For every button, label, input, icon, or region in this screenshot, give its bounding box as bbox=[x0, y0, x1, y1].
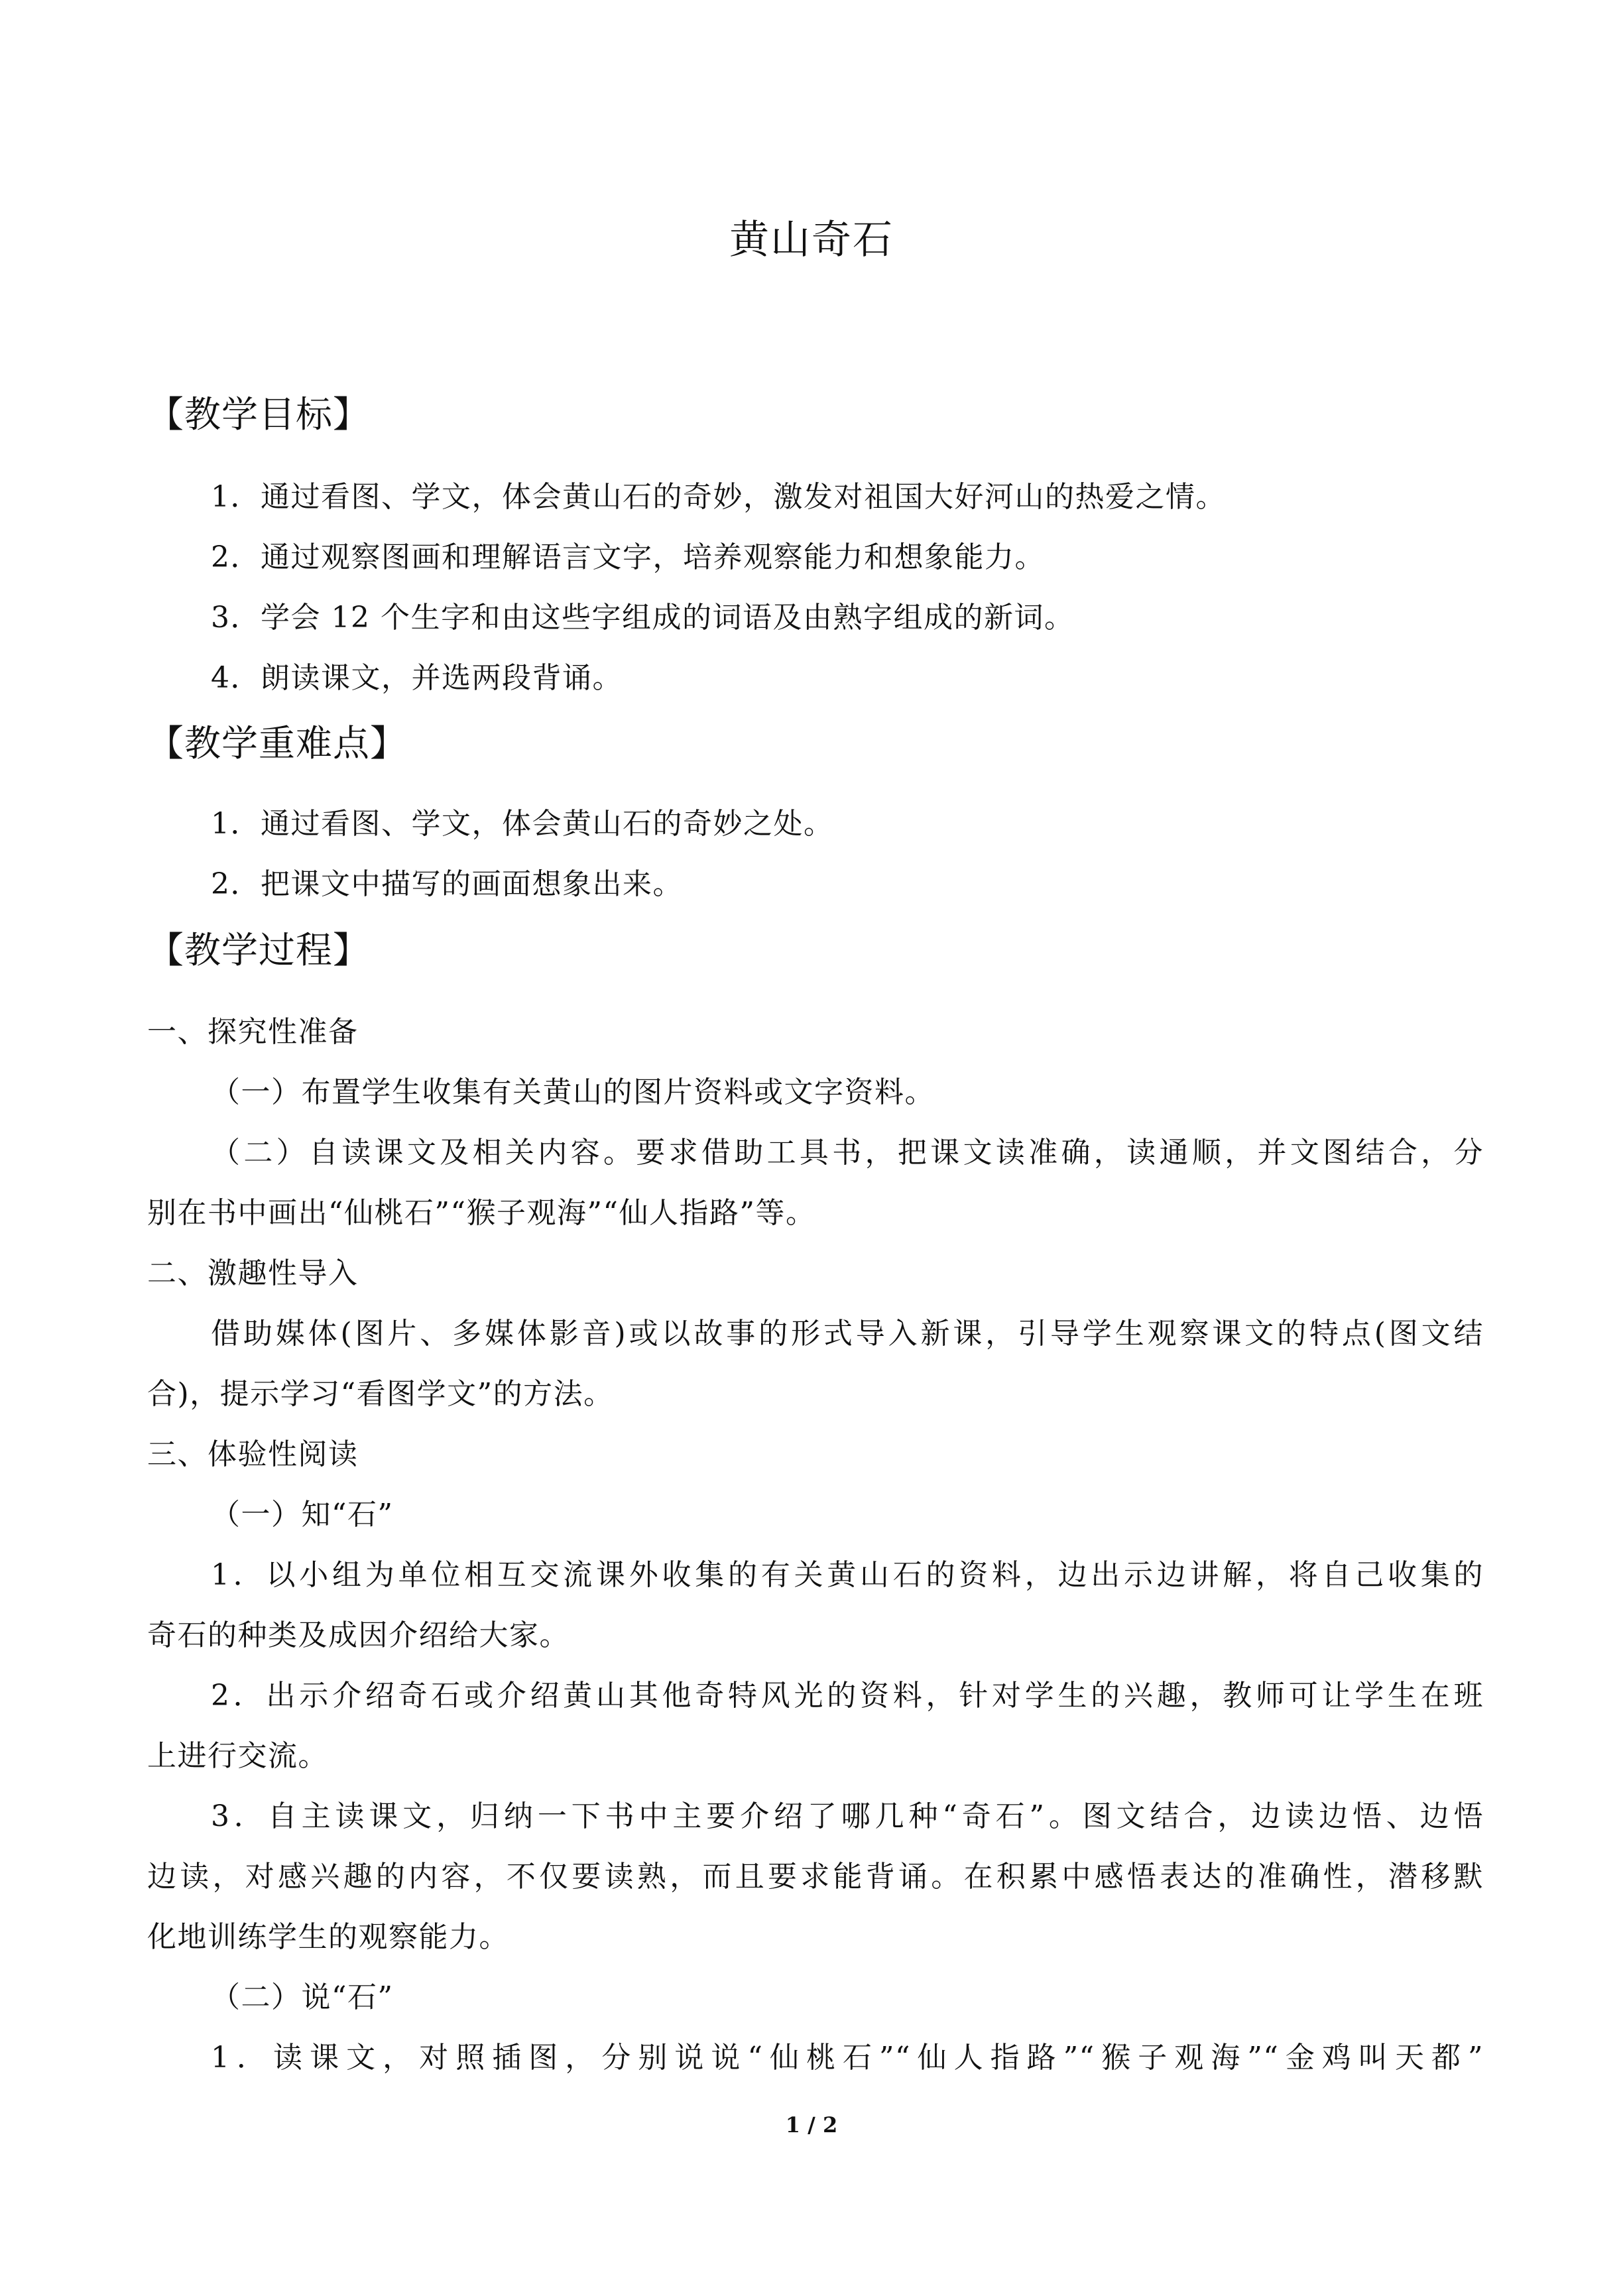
process-line: 化地训练学生的观察能力。 bbox=[147, 1920, 509, 1954]
goal-item-2: 2．通过观察图画和理解语言文字，培养观察能力和想象能力。 bbox=[211, 540, 1045, 574]
section-heading-key-points: 【教学重难点】 bbox=[147, 722, 408, 764]
process-step-heading-3: 三、体验性阅读 bbox=[147, 1437, 359, 1471]
goal-item-4: 4．朗读课文，并选两段背诵。 bbox=[211, 661, 623, 695]
page-number: 1 / 2 bbox=[785, 2112, 838, 2138]
process-line: 1．读课文，对照插图，分别说说“仙桃石”“仙人指路”“猴子观海”“金鸡叫天都” bbox=[211, 2041, 1484, 2075]
process-line: 上进行交流。 bbox=[147, 1739, 328, 1773]
process-line: 边读，对感兴趣的内容，不仅要读熟，而且要求能背诵。在积累中感悟表达的准确性，潜移默 bbox=[147, 1860, 1484, 1894]
process-subheading: （一）知“石” bbox=[211, 1498, 394, 1532]
goal-item-3: 3．学会 12 个生字和由这些字组成的词语及由熟字组成的新词。 bbox=[211, 601, 1075, 634]
process-line: 2．出示介绍奇石或介绍黄山其他奇特风光的资料，针对学生的兴趣，教师可让学生在班 bbox=[211, 1679, 1484, 1713]
goal-item-1: 1．通过看图、学文，体会黄山石的奇妙，激发对祖国大好河山的热爱之情。 bbox=[211, 480, 1226, 514]
document-title: 黄山奇石 bbox=[729, 217, 894, 263]
process-line: 合)，提示学习“看图学文”的方法。 bbox=[147, 1377, 614, 1411]
process-line: 奇石的种类及成因介绍给大家。 bbox=[147, 1618, 570, 1652]
process-step-heading-1: 一、探究性准备 bbox=[147, 1015, 359, 1049]
key-point-item-1: 1．通过看图、学文，体会黄山石的奇妙之处。 bbox=[211, 807, 834, 841]
process-step-heading-2: 二、激趣性导入 bbox=[147, 1256, 359, 1290]
process-line: 别在书中画出“仙桃石”“猴子观海”“仙人指路”等。 bbox=[147, 1196, 816, 1230]
process-line: （一）布置学生收集有关黄山的图片资料或文字资料。 bbox=[211, 1075, 935, 1109]
section-heading-goals: 【教学目标】 bbox=[147, 393, 371, 436]
process-line: 借助媒体(图片、多媒体影音)或以故事的形式导入新课，引导学生观察课文的特点(图文结 bbox=[211, 1317, 1484, 1351]
key-point-item-2: 2．把课文中描写的画面想象出来。 bbox=[211, 867, 683, 901]
process-line: 1．以小组为单位相互交流课外收集的有关黄山石的资料，边出示边讲解，将自己收集的 bbox=[211, 1558, 1484, 1592]
process-line: （二）自读课文及相关内容。要求借助工具书，把课文读准确，读通顺，并文图结合，分 bbox=[211, 1136, 1484, 1170]
process-subheading: （二）说“石” bbox=[211, 1980, 394, 2014]
process-line: 3．自主读课文，归纳一下书中主要介绍了哪几种“奇石”。图文结合，边读边悟、边悟 bbox=[211, 1799, 1484, 1833]
section-heading-process: 【教学过程】 bbox=[147, 929, 371, 971]
